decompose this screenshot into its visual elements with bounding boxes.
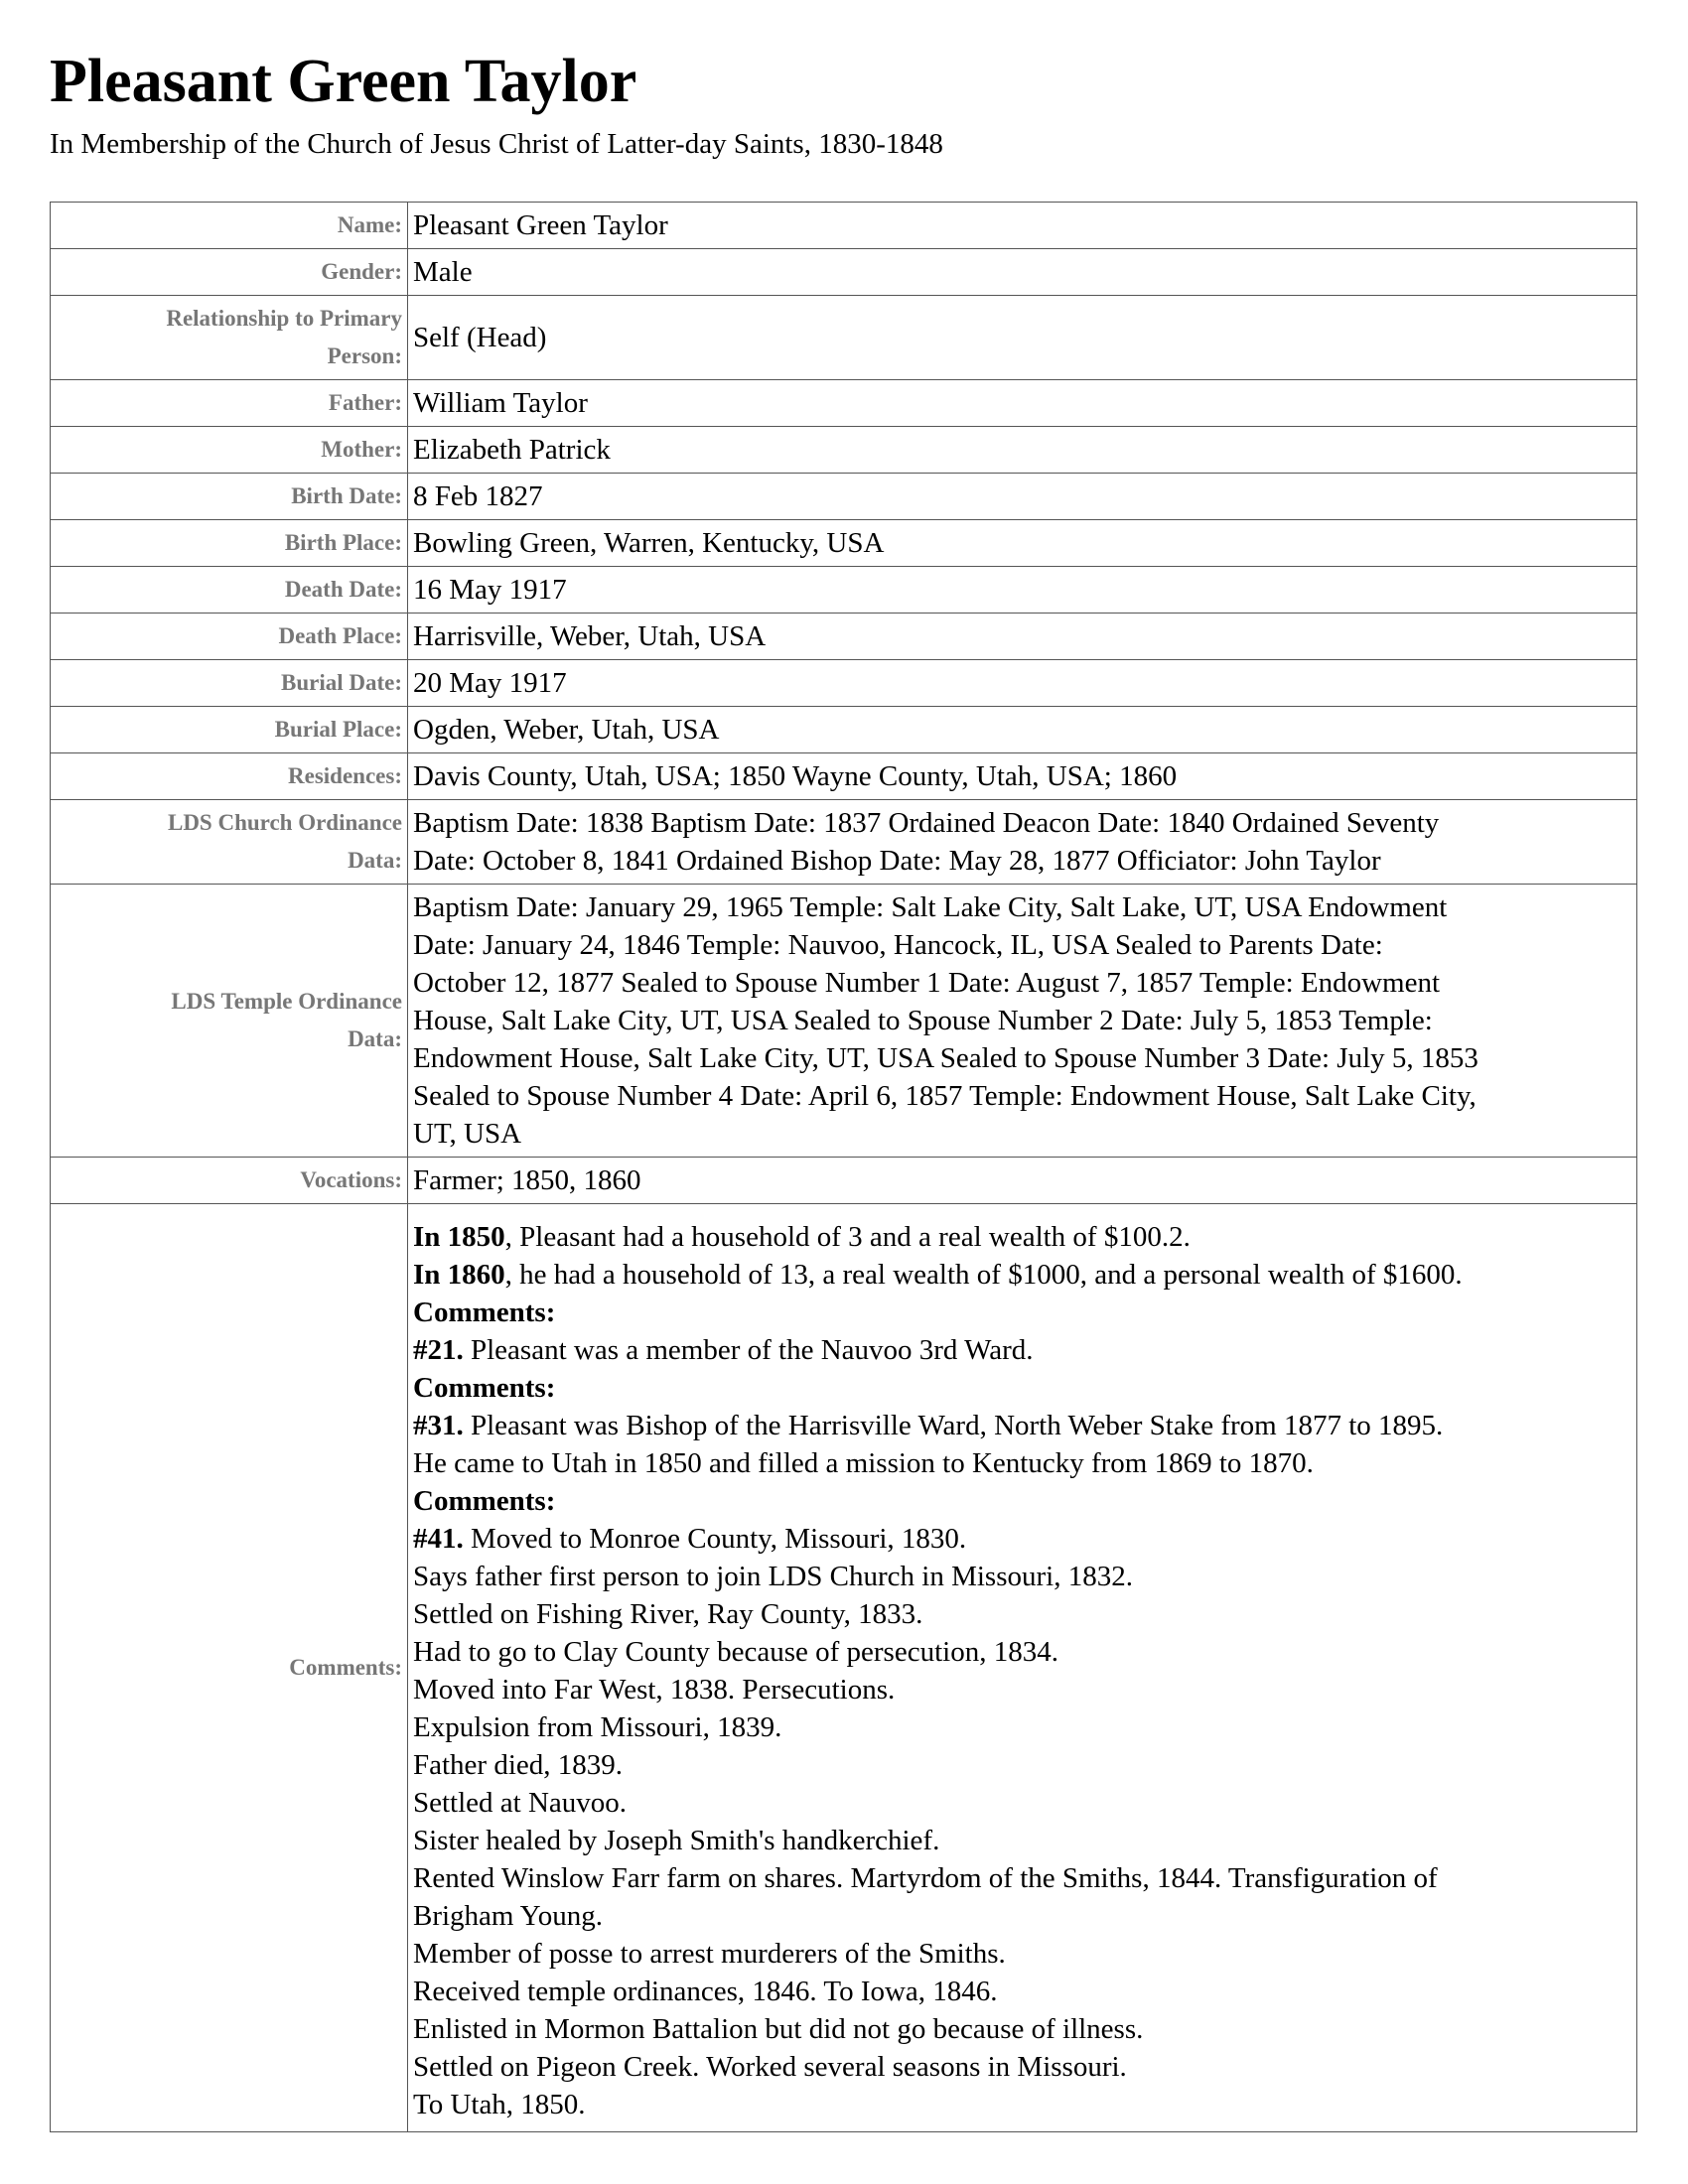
burial-date-value: 20 May 1917: [408, 660, 1637, 707]
row-church-ordinance: [51, 800, 1637, 885]
comment-number-bold: #31.: [413, 1410, 464, 1441]
death-place-label: Death Place:: [51, 614, 408, 660]
comment-number-bold: #41.: [413, 1523, 464, 1555]
comment-line: Settled on Fishing River, Ray County, 1833.: [413, 1598, 923, 1630]
burial-place-label: Burial Place:: [51, 707, 408, 753]
comments-value: [408, 1204, 1637, 2132]
temple-ordinance-line: Date: January 24, 1846 Temple: Nauvoo, Hancock, IL, USA Sealed to Parents Date:: [413, 929, 1383, 961]
comment-line: [413, 1256, 1632, 1294]
comment-line: Member of posse to arrest murderers of the Smiths.: [413, 1938, 1006, 1970]
comment-line: He came to Utah in 1850 and filled a mission to Kentucky from 1869 to 1870.: [413, 1447, 1314, 1479]
comment-line: Says father first person to join LDS Church in Missouri, 1832.: [413, 1561, 1133, 1592]
row-name: [51, 203, 1637, 249]
temple-ordinance-label-line2: Data:: [348, 1026, 402, 1051]
row-vocations: [51, 1158, 1637, 1204]
comment-text: Pleasant was a member of the Nauvoo 3rd Ward.: [463, 1334, 1034, 1366]
temple-ordinance-line: UT, USA: [413, 1118, 522, 1150]
temple-ordinance-label: [51, 885, 408, 1158]
church-ordinance-label-line1: LDS Church Ordinance: [167, 810, 402, 835]
comment-line: [413, 1331, 1632, 1369]
comment-line: Sister healed by Joseph Smith's handkerchief.: [413, 1825, 940, 1856]
temple-ordinance-line: Endowment House, Salt Lake City, UT, USA Sealed to Spouse Number 3 Date: July 5, 1853: [413, 1042, 1478, 1074]
birth-place-value: Bowling Green, Warren, Kentucky, USA: [408, 520, 1637, 567]
row-death-date: [51, 567, 1637, 614]
gender-label: Gender:: [51, 249, 408, 296]
death-place-value: Harrisville, Weber, Utah, USA: [408, 614, 1637, 660]
temple-ordinance-line: Baptism Date: January 29, 1965 Temple: Salt Lake City, Salt Lake, UT, USA Endowment: [413, 891, 1448, 923]
burial-place-value: Ogden, Weber, Utah, USA: [408, 707, 1637, 753]
church-ordinance-line: Baptism Date: 1838 Baptism Date: 1837 Ordained Deacon Date: 1840 Ordained Seventy: [413, 807, 1440, 839]
comment-heading: Comments:: [413, 1372, 556, 1404]
row-mother: [51, 427, 1637, 474]
relationship-value: Self (Head): [408, 296, 1637, 380]
gender-value: Male: [408, 249, 1637, 296]
birth-place-label: Birth Place:: [51, 520, 408, 567]
temple-ordinance-value: [408, 885, 1637, 1158]
comments-label: Comments:: [51, 1204, 408, 2132]
row-burial-place: [51, 707, 1637, 753]
residences-value: Davis County, Utah, USA; 1850 Wayne County, Utah, USA; 1860: [408, 753, 1637, 800]
comment-line: Settled at Nauvoo.: [413, 1787, 628, 1819]
comment-heading: Comments:: [413, 1297, 556, 1328]
death-date-label: Death Date:: [51, 567, 408, 614]
birth-date-value: 8 Feb 1827: [408, 474, 1637, 520]
page-subtitle: In Membership of the Church of Jesus Christ of Latter-day Saints, 1830-1848: [50, 128, 943, 160]
comment-line: [413, 1407, 1632, 1444]
church-ordinance-label-line2: Data:: [348, 848, 402, 873]
mother-value: Elizabeth Patrick: [408, 427, 1637, 474]
comment-line: Brigham Young.: [413, 1900, 603, 1932]
comment-line: [413, 1218, 1632, 1256]
comment-line: Settled on Pigeon Creek. Worked several seasons in Missouri.: [413, 2051, 1127, 2083]
residences-label: Residences:: [51, 753, 408, 800]
temple-ordinance-line: House, Salt Lake City, UT, USA Sealed to Spouse Number 2 Date: July 5, 1853 Temple:: [413, 1005, 1433, 1036]
mother-label: Mother:: [51, 427, 408, 474]
row-temple-ordinance: [51, 885, 1637, 1158]
person-record-table: [50, 202, 1637, 2132]
death-date-value: 16 May 1917: [408, 567, 1637, 614]
row-residences: [51, 753, 1637, 800]
comment-year-bold: In 1860: [413, 1259, 505, 1291]
burial-date-label: Burial Date:: [51, 660, 408, 707]
name-label: Name:: [51, 203, 408, 249]
comment-text: , he had a household of 13, a real wealth of $1000, and a personal wealth of $1600.: [504, 1259, 1463, 1291]
father-value: William Taylor: [408, 380, 1637, 427]
row-birth-place: [51, 520, 1637, 567]
page-title: Pleasant Green Taylor: [50, 48, 637, 115]
temple-ordinance-line: Sealed to Spouse Number 4 Date: April 6, 1857 Temple: Endowment House, Salt Lake City,: [413, 1080, 1477, 1112]
row-birth-date: [51, 474, 1637, 520]
comment-line: Enlisted in Mormon Battalion but did not go because of illness.: [413, 2013, 1144, 2045]
comment-text: Moved to Monroe County, Missouri, 1830.: [463, 1523, 967, 1555]
row-relationship: [51, 296, 1637, 380]
church-ordinance-label: [51, 800, 408, 885]
relationship-label-line2: Person:: [327, 343, 402, 368]
comment-text: Pleasant was Bishop of the Harrisville Ward, North Weber Stake from 1877 to 1895.: [463, 1410, 1444, 1441]
row-death-place: [51, 614, 1637, 660]
comment-line: To Utah, 1850.: [413, 2089, 586, 2120]
vocations-label: Vocations:: [51, 1158, 408, 1204]
row-burial-date: [51, 660, 1637, 707]
temple-ordinance-line: October 12, 1877 Sealed to Spouse Number 1 Date: August 7, 1857 Temple: Endowment: [413, 967, 1441, 999]
comment-line: [413, 1520, 1632, 1558]
church-ordinance-line: Date: October 8, 1841 Ordained Bishop Date: May 28, 1877 Officiator: John Taylor: [413, 845, 1381, 877]
vocations-value: Farmer; 1850, 1860: [408, 1158, 1637, 1204]
birth-date-label: Birth Date:: [51, 474, 408, 520]
comment-line: Received temple ordinances, 1846. To Iowa, 1846.: [413, 1976, 998, 2007]
comment-heading: Comments:: [413, 1485, 556, 1517]
row-comments: [51, 1204, 1637, 2132]
comment-line: Had to go to Clay County because of persecution, 1834.: [413, 1636, 1058, 1668]
name-value: Pleasant Green Taylor: [408, 203, 1637, 249]
relationship-label: [51, 296, 408, 380]
comment-text: , Pleasant had a household of 3 and a real wealth of $100.2.: [504, 1221, 1191, 1253]
row-father: [51, 380, 1637, 427]
church-ordinance-value: [408, 800, 1637, 885]
comment-line: Father died, 1839.: [413, 1749, 624, 1781]
comment-line: Rented Winslow Farr farm on shares. Martyrdom of the Smiths, 1844. Transfiguration of: [413, 1862, 1438, 1894]
father-label: Father:: [51, 380, 408, 427]
comment-line: Expulsion from Missouri, 1839.: [413, 1711, 782, 1743]
relationship-label-line1: Relationship to Primary: [166, 306, 402, 331]
comment-year-bold: In 1850: [413, 1221, 505, 1253]
temple-ordinance-label-line1: LDS Temple Ordinance: [171, 989, 402, 1014]
comment-number-bold: #21.: [413, 1334, 464, 1366]
row-gender: [51, 249, 1637, 296]
comment-line: Moved into Far West, 1838. Persecutions.: [413, 1674, 896, 1706]
